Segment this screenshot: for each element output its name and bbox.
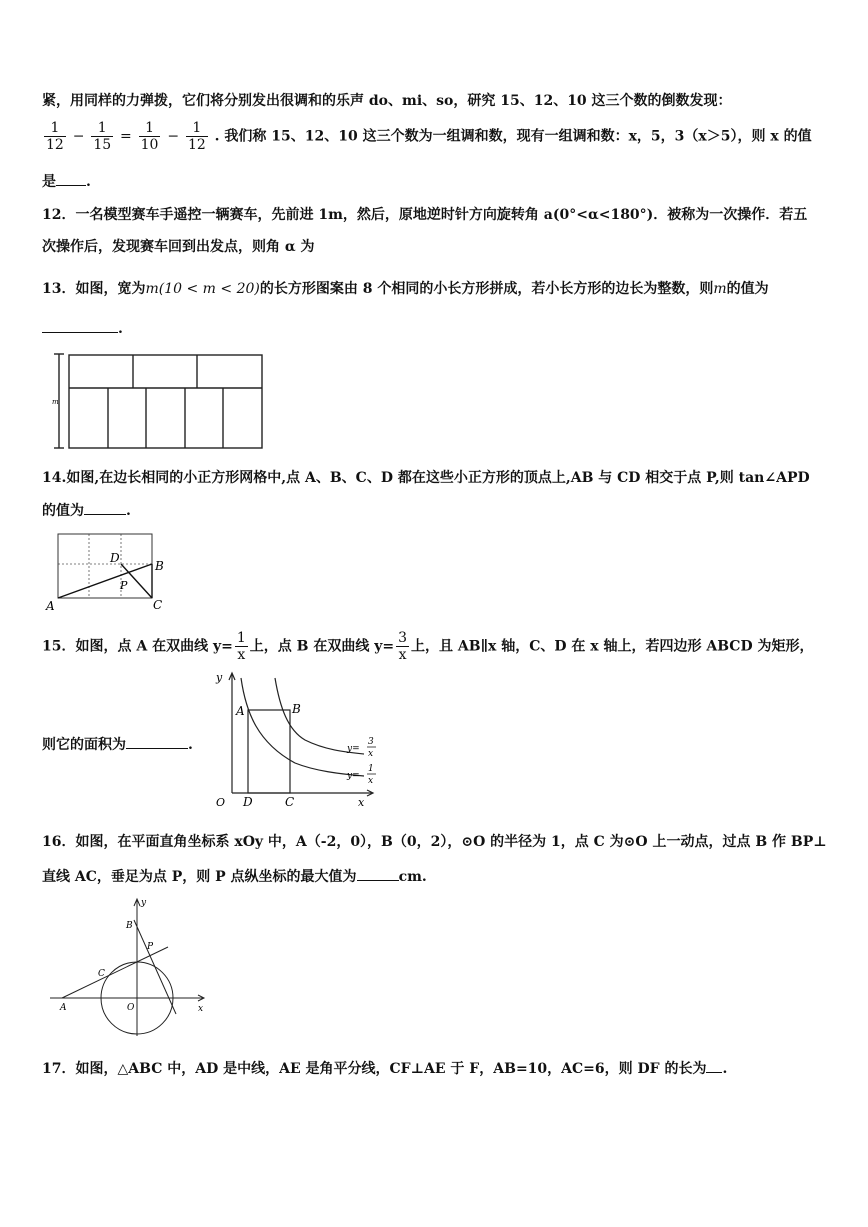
svg-text:x: x: [368, 749, 374, 759]
q16-label-p: P: [147, 942, 154, 952]
svg-text:1: 1: [368, 764, 374, 774]
q14-figure: [44, 532, 174, 614]
q14-label-d: D: [110, 551, 120, 565]
q13-math-condition: m(10 < m < 20): [145, 281, 260, 297]
q17-line1: 17．如图，△ABC 中，AD 是中线，AE 是角平分线，CF⊥AE 于 F，AB=10，AC=6，则 DF 的长为 .: [42, 1058, 727, 1079]
q11-line3: 是 .: [42, 171, 91, 192]
q11-frac-2: $\frac{1}{15}$: [93, 120, 112, 153]
q16-answer-blank: [357, 866, 399, 881]
svg-text:y: y: [216, 671, 223, 684]
q16-line1: 16．如图，在平面直角坐标系 xOy 中，A（-2，0），B（0，2），⊙O 的半径为 1，点 C 为⊙O 上一动点，过点 B 作 BP⊥: [42, 834, 827, 850]
q14-label-p: P: [120, 579, 128, 592]
q15-frac-1: $\frac{1}{x}$: [236, 630, 246, 663]
q12-line2: 次操作后，发现赛车回到出发点，则角 α 为: [42, 239, 315, 255]
svg-text:O: O: [216, 796, 226, 809]
q16-line-bp: [134, 920, 176, 1014]
svg-text:x: x: [198, 1004, 204, 1014]
q13-line1: 13．如图，宽为m(10 < m < 20)的长方形图案由 8 个相同的小长方形拼成，若小长方形的边长为整数，则m的值为: [42, 281, 769, 297]
svg-text:3: 3: [368, 737, 374, 747]
q15-line1: 15．如图，点 A 在双曲线 y= $\frac{1}{x}$ 上，点 B 在双曲线 y= $\frac{3}{x}$ 上，且 AB∥x 轴，C、D 在 x 轴上，若四边形 ABCD 为矩形，: [42, 630, 814, 663]
q12-line1: 12．一名模型赛车手遥控一辆赛车，先前进 1m，然后，原地逆时针方向旋转角 a(0°<α<180°)．被称为一次操作．若五: [42, 207, 808, 223]
q15-label-d: D: [243, 795, 253, 809]
q14-answer-blank: [84, 500, 126, 515]
q16-line2: 直线 AC，垂足为点 P，则 P 点纵坐标的最大值为 cm.: [42, 866, 427, 887]
q15-label-b: B: [292, 702, 301, 716]
q16-figure: [48, 896, 210, 1040]
q16-label-b: B: [126, 921, 133, 931]
svg-text:y: y: [141, 898, 147, 908]
svg-text:y=: y=: [347, 771, 360, 781]
q15-figure: [210, 668, 390, 810]
q15-label-a: A: [236, 704, 245, 718]
q15-label-c: C: [285, 795, 295, 809]
q13-figure: [44, 352, 266, 452]
q17-answer-blank: [706, 1058, 722, 1073]
q13-big-rectangle: [69, 355, 262, 448]
q15-curve-label-3: [346, 737, 376, 759]
q13-line2: .: [42, 318, 123, 339]
q16-label-o: O: [127, 1003, 135, 1013]
q16-line-ac: [62, 947, 168, 998]
q11-answer-blank: [56, 171, 86, 186]
q15-answer-blank: [126, 734, 188, 749]
q13-answer-blank: [42, 318, 118, 333]
q11-frac-1: $\frac{1}{12}$: [46, 120, 64, 153]
svg-text:y=: y=: [347, 744, 360, 754]
q14-label-b: B: [155, 559, 164, 573]
q14-segment-ab: [58, 564, 152, 598]
svg-text:x: x: [368, 776, 374, 786]
q14-label-a: A: [46, 599, 55, 613]
q13-m-label: m: [52, 398, 59, 406]
q15-curve-3-over-x: [275, 678, 364, 754]
q11-line1: 紧，用同样的力弹拨，它们将分别发出很调和的乐声 do、mi、so，研究 15、12、10 这三个数的倒数发现：: [42, 93, 732, 109]
q15-curve-1-over-x: [241, 678, 364, 776]
q11-frac-4: $\frac{1}{12}$: [187, 120, 206, 153]
q11-frac-3: $\frac{1}{10}$: [140, 120, 159, 153]
q15-curve-label-1: [346, 764, 376, 786]
svg-text:x: x: [358, 796, 365, 809]
q14-line2: 的值为 .: [42, 500, 131, 521]
q16-label-c: C: [98, 969, 105, 979]
q11-text-after: . 我们称 15、12、10 这三个数为一组调和数，现有一组调和数：x，5，3（x＞5），则 x 的值: [214, 128, 812, 145]
q11-formula-line: $\frac{1}{12}$ − $\frac{1}{15}$ = $\frac{1}{10}$ − $\frac{1}{12}$ . 我们称 15、12、10 这三个数为一组调和数，现有一组调和数：x，5，3（x＞5），则 x 的值: [46, 120, 812, 153]
q14-label-c: C: [153, 598, 163, 612]
q16-label-a: A: [60, 1003, 67, 1013]
q15-line2: 则它的面积为 .: [42, 734, 193, 755]
q14-grid: [58, 534, 152, 598]
q14-line1: 14.如图,在边长相同的小正方形网格中,点 A、B、C、D 都在这些小正方形的顶点上,AB 与 CD 相交于点 P,则 tan∠APD: [42, 470, 810, 486]
q15-frac-3: $\frac{3}{x}$: [398, 630, 408, 663]
